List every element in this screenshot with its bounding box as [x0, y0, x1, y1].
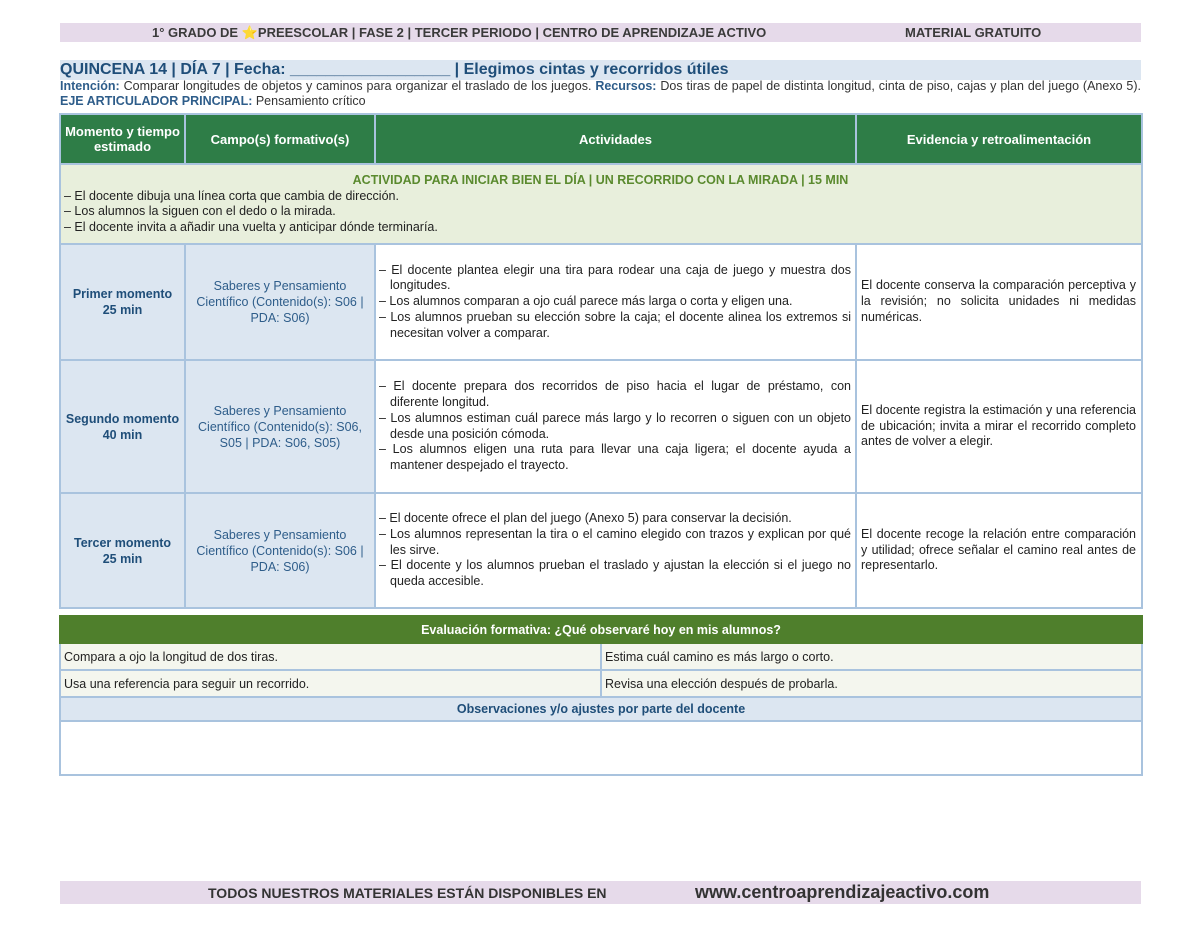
moment-name: Tercer momento: [73, 535, 171, 550]
evaluation-item: Estima cuál camino es más largo o corto.: [601, 643, 1142, 670]
campo-cell: Saberes y Pensamiento Científico (Contenido(s): S06 | PDA: S06): [185, 244, 375, 360]
activity-item: – Los alumnos comparan a ojo cuál parece más larga o corta y eligen una.: [379, 294, 793, 309]
evaluation-item: Compara a ojo la longitud de dos tiras.: [60, 643, 601, 670]
footer-url-link[interactable]: www.centroaprendizajeactivo.com: [695, 882, 990, 902]
star-icon: ⭐: [241, 25, 258, 40]
footer-text: TODOS NUESTROS MATERIALES ESTÁN DISPONIBLES EN: [208, 885, 607, 901]
morning-line: – Los alumnos la siguen con el dedo o la mirada.: [64, 204, 336, 218]
activity-item: – El docente y los alumnos prueban el traslado y ajustan la elección si el juego no queda accesible.: [379, 558, 851, 589]
activities-cell: [375, 493, 856, 608]
resources-text: Dos tiras de papel de distinta longitud, cinta de piso, cajas y plan del juego (Anexo 5).: [656, 79, 1141, 93]
activity-item: – El docente plantea elegir una tira para rodear una caja de juego y muestra dos longitudes.: [379, 262, 851, 293]
plan-table: [59, 113, 1143, 609]
table-row: [60, 493, 1142, 608]
moment-name: Primer momento: [72, 287, 173, 301]
moment-cell: [60, 244, 185, 360]
morning-line: – El docente invita a añadir una vuelta y anticipar dónde terminaría.: [64, 219, 438, 234]
page-title: QUINCENA 14 | DÍA 7 | Fecha: __________________ | Elegimos cintas y recorridos útiles: [60, 61, 729, 78]
moment-time: 25 min: [102, 551, 143, 566]
activity-item: – Los alumnos representan la tira o el camino elegido con trazos y explican por qué les sirve.: [379, 526, 851, 557]
activity-item: – El docente ofrece el plan del juego (Anexo 5) para conservar la decisión.: [379, 511, 792, 525]
moment-cell: [60, 360, 185, 493]
campo-cell: Saberes y Pensamiento Científico (Contenido(s): S06 | PDA: S06): [185, 493, 375, 608]
evaluation-item: Usa una referencia para seguir un recorrido.: [60, 670, 601, 697]
footer-bar: [60, 881, 1141, 904]
resources-label: Recursos:: [595, 79, 657, 93]
activity-item: – El docente prepara dos recorridos de piso hacia el lugar de préstamo, con diferente longitud.: [379, 379, 851, 409]
moment-time: 25 min: [102, 303, 143, 317]
evidence-cell: El docente conserva la comparación perceptiva y la revisión; no solicita unidades ni medidas numéricas.: [856, 244, 1142, 360]
table-row: [60, 244, 1142, 360]
morning-row: [60, 164, 1142, 244]
table-header-row: [60, 114, 1142, 164]
title-bar: [60, 60, 1141, 80]
morning-line: – El docente dibuja una línea corta que cambia de dirección.: [64, 188, 399, 203]
morning-heading: ACTIVIDAD PARA INICIAR BIEN EL DÍA | UN RECORRIDO CON LA MIRADA | 15 MIN: [352, 173, 849, 187]
header-bar: [60, 23, 1141, 42]
moment-name: Segundo momento: [65, 411, 180, 426]
activities-cell: [375, 360, 856, 493]
moment-time: 40 min: [102, 427, 143, 442]
activity-item: – Los alumnos estiman cuál parece más largo y lo recorren o siguen con un objeto desde una posición cómoda.: [379, 410, 851, 441]
axis-text: Pensamiento crítico: [252, 94, 366, 108]
evaluation-heading: Evaluación formativa: ¿Qué observaré hoy en mis alumnos?: [60, 616, 1142, 643]
evaluation-table: [59, 615, 1143, 776]
axis-label: EJE ARTICULADOR PRINCIPAL:: [60, 94, 253, 108]
header-info: [152, 25, 766, 41]
table-row: [60, 360, 1142, 493]
header-grade: 1° GRADO DE: [152, 25, 242, 40]
header-free-material: MATERIAL GRATUITO: [905, 25, 1042, 40]
observations-field[interactable]: [60, 721, 1142, 775]
moment-cell: [60, 493, 185, 608]
intent-text: Comparar longitudes de objetos y caminos para organizar el traslado de los juegos.: [119, 79, 596, 93]
header-moment: Momento y tiempo estimado: [60, 114, 185, 164]
evaluation-item: Revisa una elección después de probarla.: [601, 670, 1142, 697]
evidence-cell: El docente recoge la relación entre comparación y utilidad; ofrece señalar el camino real antes de representarlo.: [856, 493, 1142, 608]
header-campo: Campo(s) formativo(s): [185, 114, 375, 164]
intent-label: Intención:: [60, 79, 120, 93]
intent-block: [60, 79, 1141, 109]
header-evidence: Evidencia y retroalimentación: [856, 114, 1142, 164]
observations-heading: Observaciones y/o ajustes por parte del docente: [60, 697, 1142, 721]
header-activities: Actividades: [375, 114, 856, 164]
evidence-cell: El docente registra la estimación y una referencia de ubicación; invita a mirar el recorrido completo antes de volver a elegir.: [856, 360, 1142, 493]
activity-item: – Los alumnos prueban su elección sobre la caja; el docente alinea los extremos si necesitan volver a comparar.: [379, 309, 851, 340]
activity-item: – Los alumnos eligen una ruta para llevar una caja ligera; el docente ayuda a mantener despejado el trayecto.: [379, 442, 851, 473]
activities-cell: [375, 244, 856, 360]
campo-cell: Saberes y Pensamiento Científico (Contenido(s): S06, S05 | PDA: S06, S05): [185, 360, 375, 493]
header-details: PREESCOLAR | FASE 2 | TERCER PERIODO | CENTRO DE APRENDIZAJE ACTIVO: [257, 25, 767, 40]
morning-activity: [60, 164, 1142, 244]
